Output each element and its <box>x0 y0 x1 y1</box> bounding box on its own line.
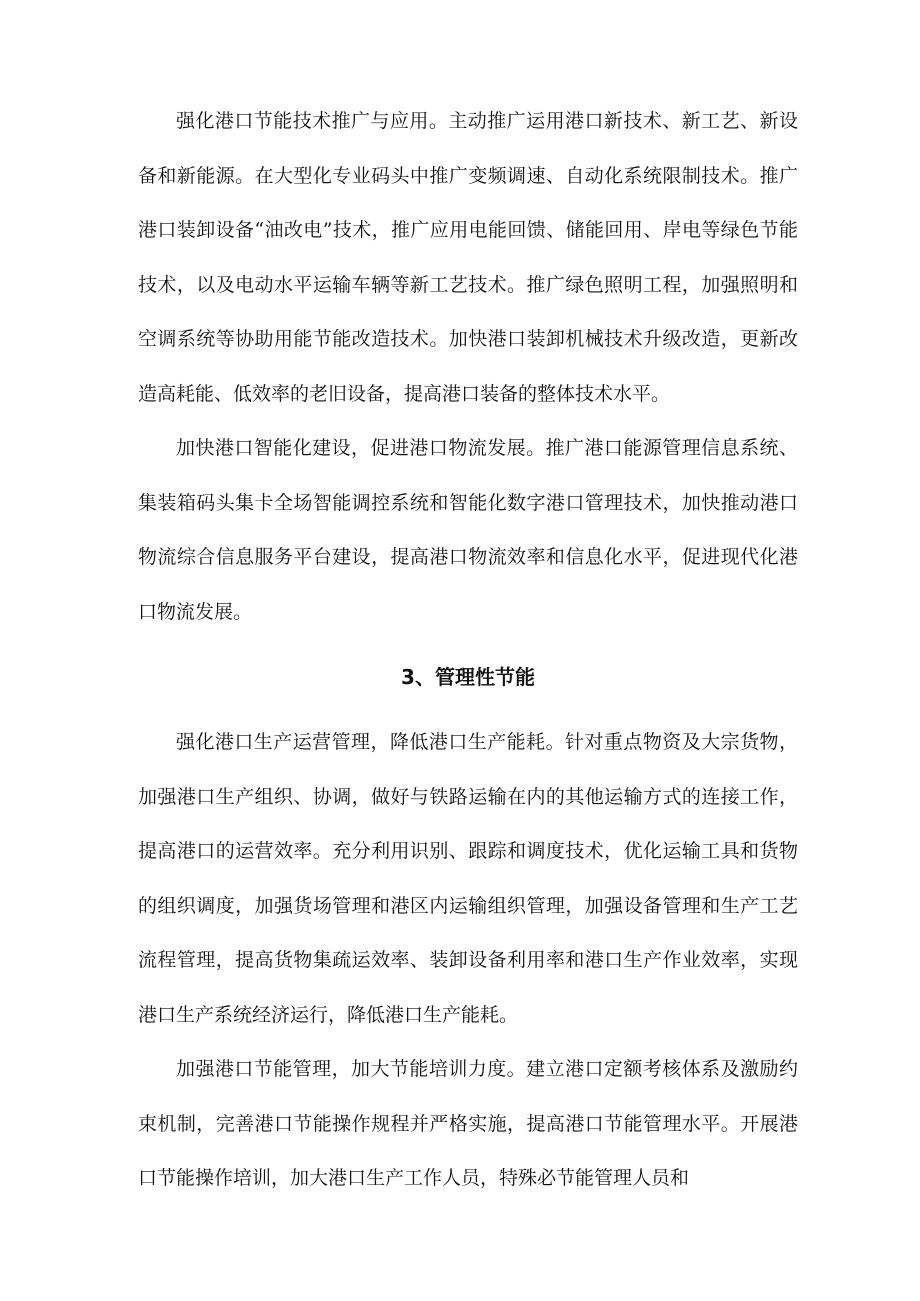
section-heading: 3、管理性节能 <box>401 665 535 689</box>
paragraph-tech-promotion: 强化港口节能技术推广与应用。主动推广运用港口新技术、新工艺、新设备和新能源。在大型化专业码头中推广变频调速、自动化系统限制技术。推广港口装卸设备“油改电”技术，推广应用电能回馈、储能回用、岸电等绿色节能技术，以及电动水平运输车辆等新工艺技术。推广绿色照明工程，加强照明和空调系统等协助用能节能改造技术。加快港口装卸机械技术升级改造，更新改造高耗能、低效率的老旧设备，提高港口装备的整体技术水平。 <box>138 110 798 405</box>
document-body <box>138 94 798 1206</box>
paragraph-operations-management: 强化港口生产运营管理，降低港口生产能耗。针对重点物资及大宗货物，加强港口生产组织、协调，做好与铁路运输在内的其他运输方式的连接工作，提高港口的运营效率。充分利用识别、跟踪和调度技术，优化运输工具和货物的组织调度，加强货场管理和港区内运输组织管理，加强设备管理和生产工艺流程管理，提高货物集疏运效率、装卸设备利用率和港口生产作业效率，实现港口生产系统经济运行，降低港口生产能耗。 <box>138 731 798 1026</box>
paragraph-energy-management: 加强港口节能管理，加大节能培训力度。建立港口定额考核体系及激励约束机制，完善港口节能操作规程并严格实施，提高港口节能管理水平。开展港口节能操作培训，加大港口生产工作人员，特殊必节能管理人员和 <box>138 1058 798 1189</box>
paragraph-smart-port: 加快港口智能化建设，促进港口物流发展。推广港口能源管理信息系统、集装箱码头集卡全场智能调控系统和智能化数字港口管理技术，加快推动港口物流综合信息服务平台建设，提高港口物流效率和信息化水平，促进现代化港口物流发展。 <box>138 437 798 623</box>
